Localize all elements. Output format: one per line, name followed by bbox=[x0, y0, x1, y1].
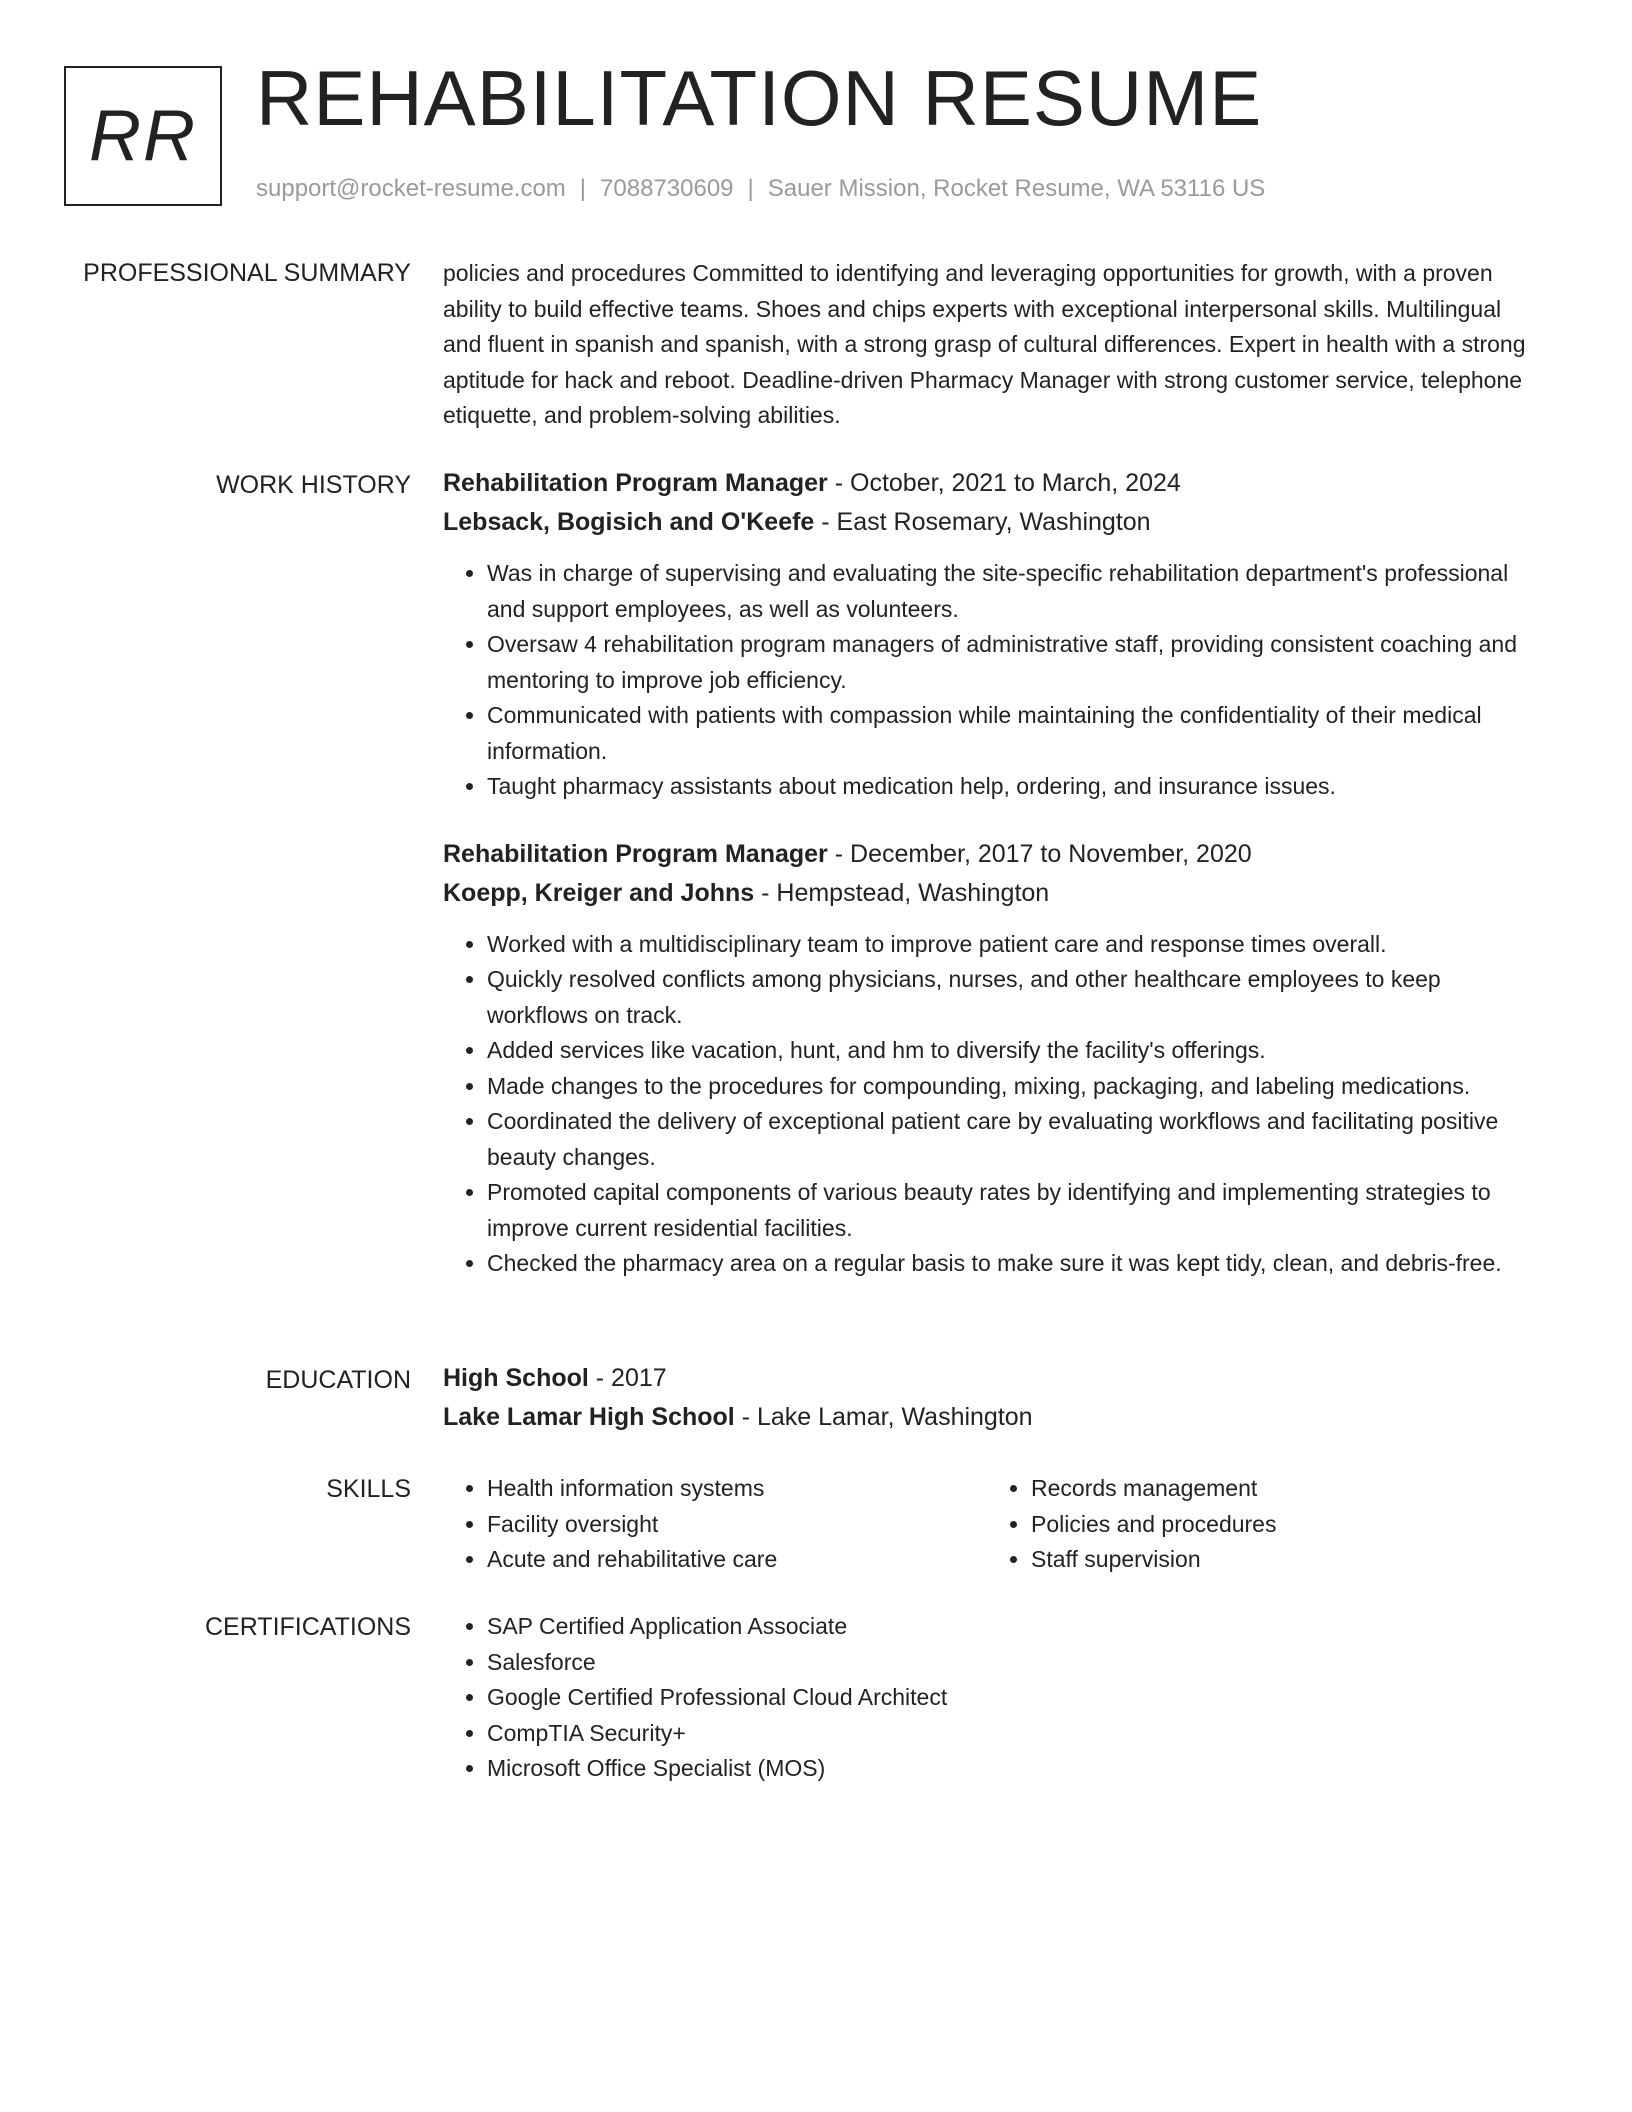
education-school: Lake Lamar High School bbox=[443, 1403, 735, 1431]
job-entry bbox=[443, 835, 1543, 1282]
job-bullet: • Promoted capital components of various beauty rates by identifying and implementing strategies to improve current residential facilities. bbox=[487, 1175, 1543, 1246]
summary-text: policies and procedures Committed to identifying and leveraging opportunities for growth, with a proven ability to build effective teams. Shoes and chips experts with exceptional interpersonal skills. Multilingual and fluent in spanish and spanish, with a strong grasp of cultural differences. Expert in health with a strong aptitude for hack and reboot. Deadline-driven Pharmacy Manager with strong customer service, telephone etiquette, and problem-solving abilities. bbox=[443, 260, 1526, 428]
job-bullet: • Communicated with patients with compassion while maintaining the confidentiality of their medical information. bbox=[487, 698, 1543, 769]
job-location: - Hempstead, Washington bbox=[754, 878, 1050, 907]
job-bullet: • Oversaw 4 rehabilitation program managers of administrative staff, providing consistent coaching and mentoring to improve job efficiency. bbox=[487, 627, 1543, 698]
job-bullet: • Was in charge of supervising and evaluating the site-specific rehabilitation department's professional and support employees, as well as volunteers. bbox=[487, 556, 1543, 627]
section-heading-work-history: WORK HISTORY bbox=[216, 471, 411, 499]
job-entry bbox=[443, 464, 1543, 805]
skills-column-right bbox=[987, 1471, 1531, 1578]
work-history-body bbox=[443, 464, 1543, 1282]
job-title-line bbox=[443, 835, 1543, 874]
job-title-line bbox=[443, 464, 1543, 503]
education-year: - 2017 bbox=[588, 1364, 667, 1392]
job-bullet: • Added services like vacation, hunt, and hm to diversify the facility's offerings. bbox=[487, 1033, 1543, 1069]
job-bullet: • Made changes to the procedures for compounding, mixing, packaging, and labeling medications. bbox=[487, 1069, 1543, 1105]
job-bullet: • Taught pharmacy assistants about medication help, ordering, and insurance issues. bbox=[487, 769, 1543, 805]
job-bullet: • Coordinated the delivery of exceptional patient care by evaluating workflows and facilitating positive beauty changes. bbox=[487, 1104, 1543, 1175]
certification-item: • CompTIA Security+ bbox=[487, 1716, 1543, 1752]
section-heading-certifications: CERTIFICATIONS bbox=[204, 1613, 411, 1641]
contact-email[interactable]: support@rocket-resume.com bbox=[256, 175, 566, 202]
section-heading-skills: SKILLS bbox=[326, 1475, 411, 1503]
certification-item: • SAP Certified Application Associate bbox=[487, 1609, 1543, 1645]
job-dates: - December, 2017 to November, 2020 bbox=[827, 839, 1252, 868]
skill-item: • Staff supervision bbox=[1031, 1542, 1531, 1578]
contact-separator: | bbox=[747, 175, 754, 202]
contact-separator: | bbox=[579, 175, 587, 202]
resume-title: REHABILITATION RESUME bbox=[256, 54, 1263, 142]
education-degree-line bbox=[443, 1359, 1543, 1398]
job-company-line bbox=[443, 874, 1543, 913]
certification-item: • Salesforce bbox=[487, 1645, 1543, 1681]
certification-item: • Google Certified Professional Cloud Architect bbox=[487, 1680, 1543, 1716]
skill-item: • Health information systems bbox=[487, 1471, 987, 1507]
job-company: Lebsack, Bogisich and O'Keefe bbox=[443, 508, 815, 536]
job-bullet: • Checked the pharmacy area on a regular basis to make sure it was kept tidy, clean, and debris-free. bbox=[487, 1246, 1543, 1282]
job-dates: - October, 2021 to March, 2024 bbox=[827, 469, 1181, 497]
certifications-body bbox=[443, 1609, 1543, 1787]
contact-phone[interactable]: 7088730609 bbox=[600, 175, 734, 202]
education-body bbox=[443, 1359, 1543, 1437]
skills-grid bbox=[443, 1471, 1543, 1578]
skills-body bbox=[443, 1471, 1543, 1578]
certification-item: • Microsoft Office Specialist (MOS) bbox=[487, 1751, 1543, 1787]
job-bullets bbox=[443, 556, 1543, 805]
contact-line bbox=[256, 172, 1265, 206]
job-bullets bbox=[443, 927, 1543, 1282]
skill-item: • Facility oversight bbox=[487, 1507, 987, 1543]
education-school-line bbox=[443, 1398, 1543, 1437]
job-bullet: • Quickly resolved conflicts among physicians, nurses, and other healthcare employees to keep workflows on track. bbox=[487, 962, 1543, 1033]
section-heading-summary: PROFESSIONAL SUMMARY bbox=[83, 259, 411, 287]
job-bullet: • Worked with a multidisciplinary team to improve patient care and response times overall. bbox=[487, 927, 1543, 963]
education-location: - Lake Lamar, Washington bbox=[734, 1403, 1033, 1431]
certifications-list bbox=[443, 1609, 1543, 1787]
job-location: - East Rosemary, Washington bbox=[814, 508, 1151, 536]
contact-address: Sauer Mission, Rocket Resume, WA 53116 US bbox=[767, 175, 1266, 202]
skills-column-left bbox=[443, 1471, 987, 1578]
skill-item: • Records management bbox=[1031, 1471, 1531, 1507]
skill-item: • Acute and rehabilitative care bbox=[487, 1542, 987, 1578]
job-company-line bbox=[443, 503, 1543, 542]
monogram-logo: RR bbox=[64, 66, 222, 206]
job-company: Koepp, Kreiger and Johns bbox=[443, 878, 755, 907]
job-title: Rehabilitation Program Manager bbox=[443, 839, 828, 868]
section-heading-education: EDUCATION bbox=[265, 1366, 411, 1394]
skill-item: • Policies and procedures bbox=[1031, 1507, 1531, 1543]
education-degree: High School bbox=[443, 1364, 589, 1392]
job-title: Rehabilitation Program Manager bbox=[443, 469, 828, 497]
